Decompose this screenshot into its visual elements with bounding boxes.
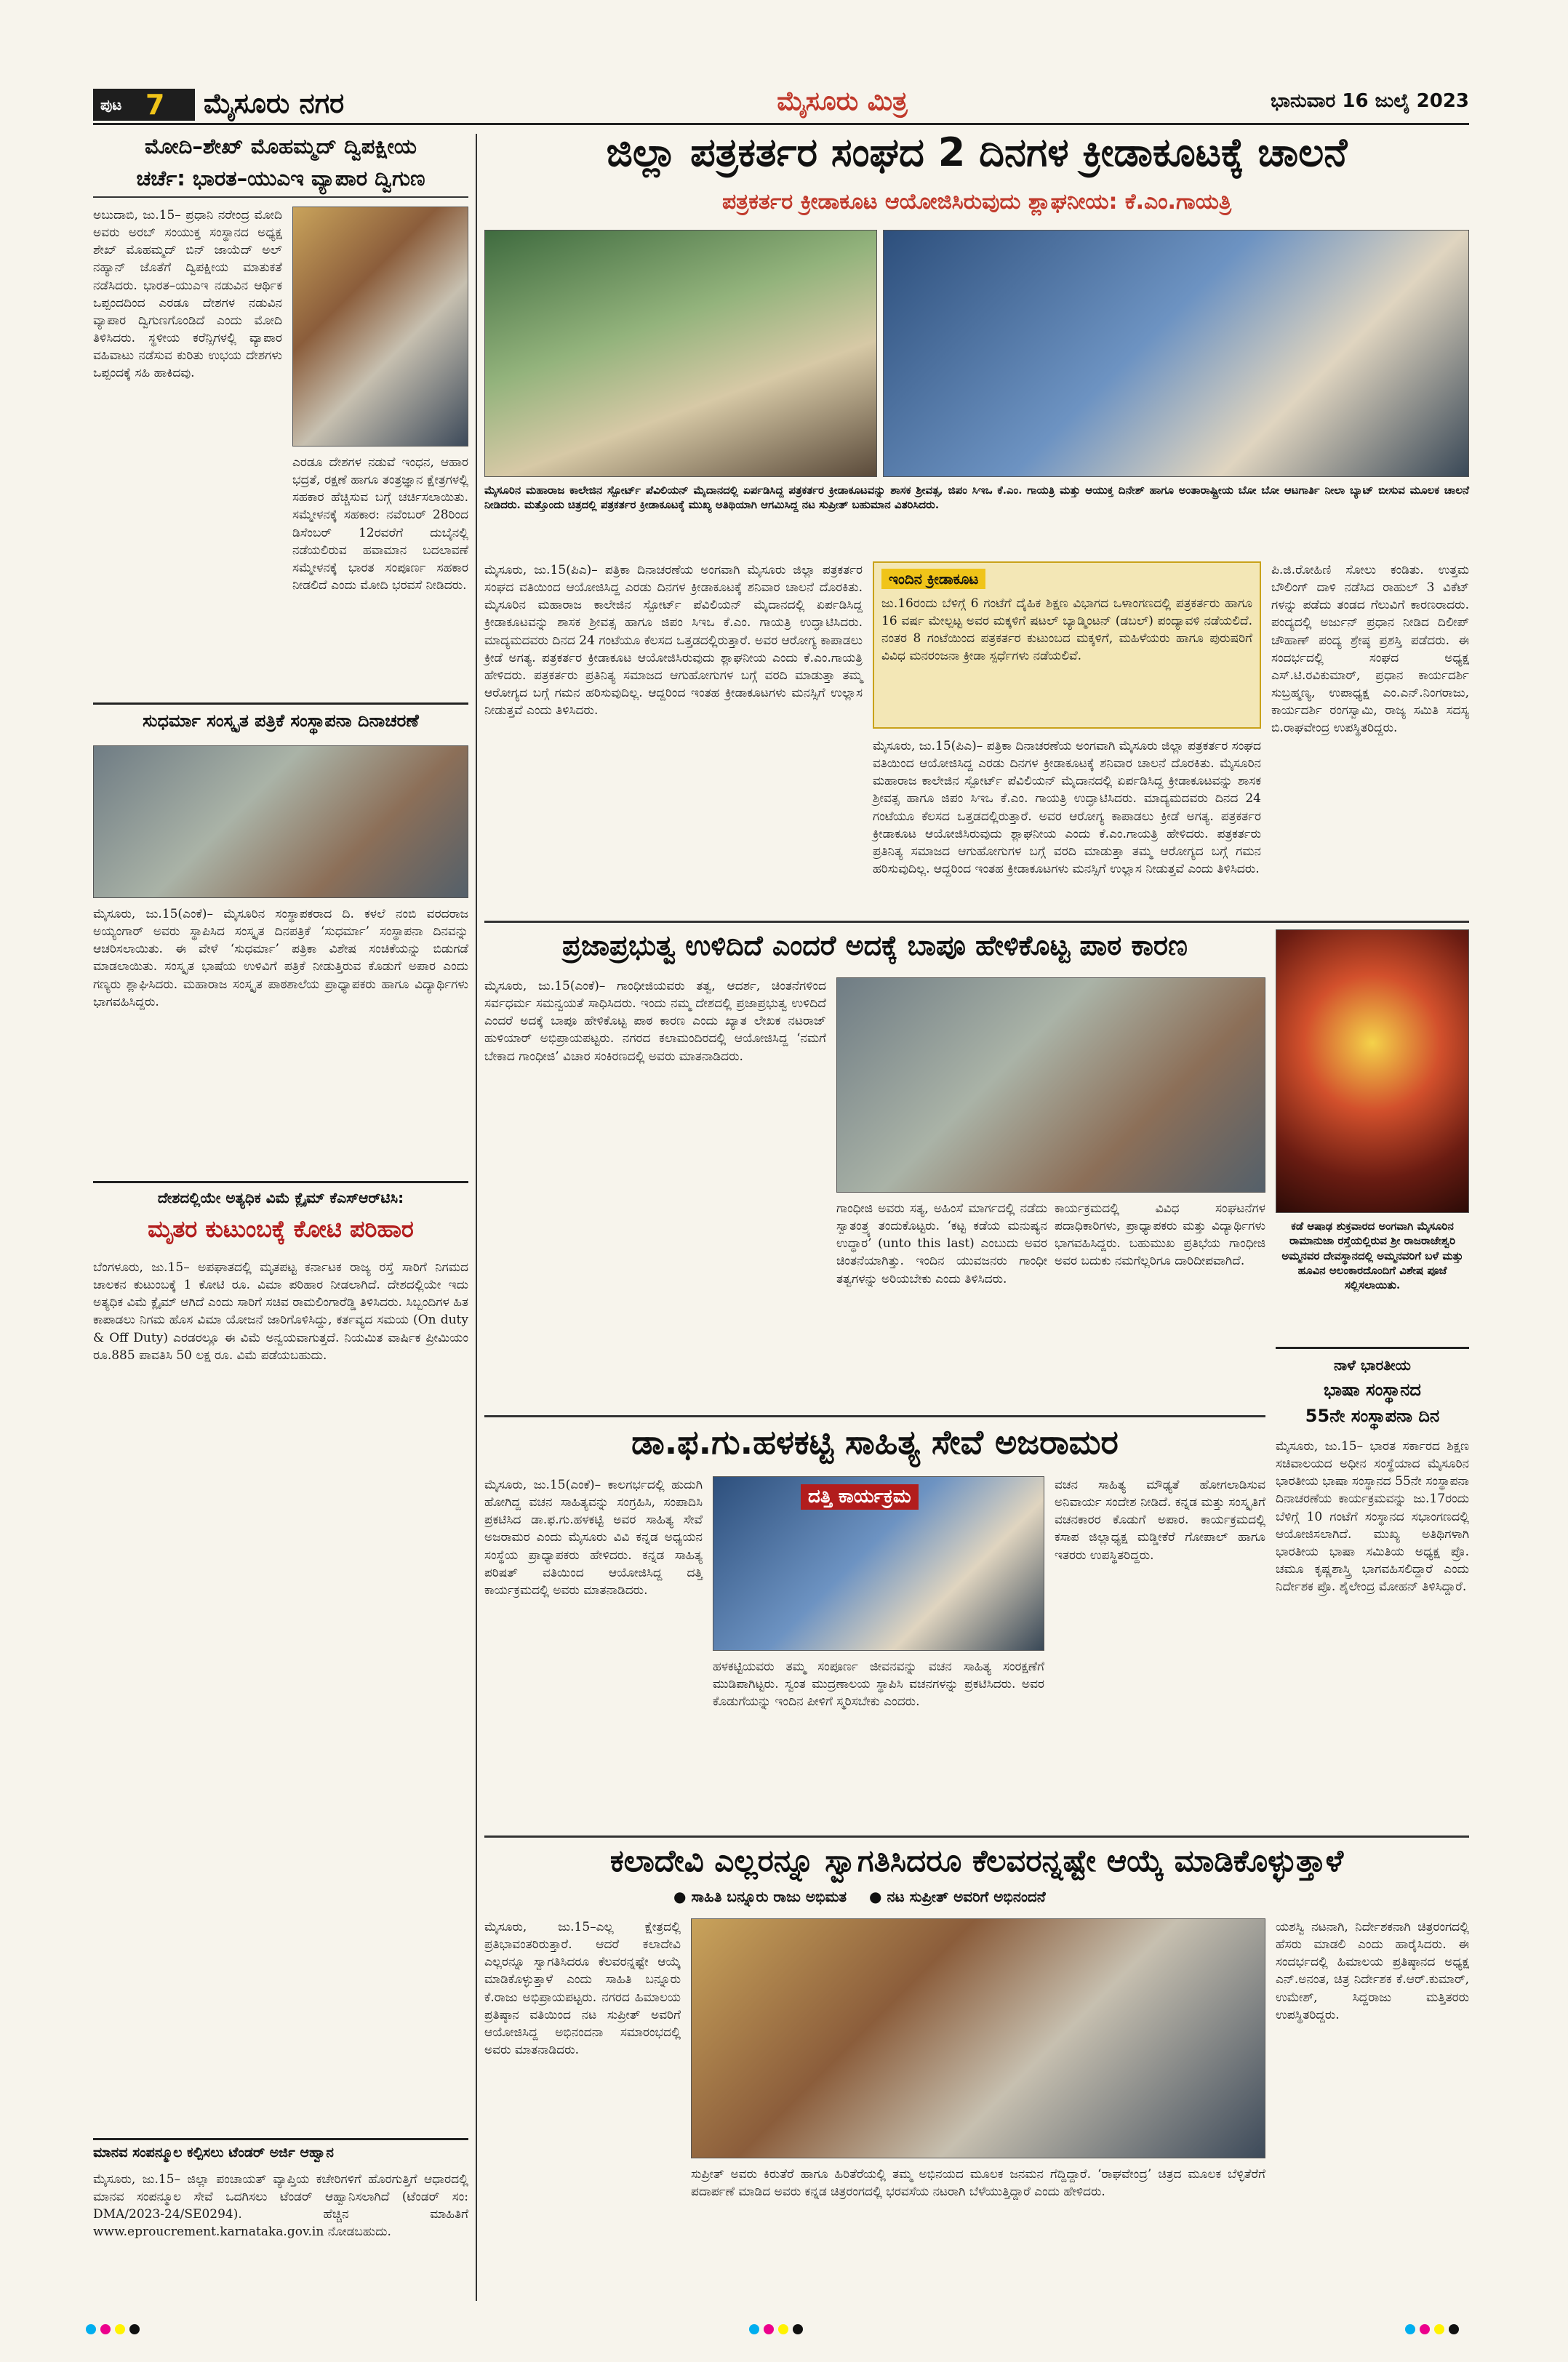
bullet-icon: ● bbox=[673, 1888, 687, 1905]
ciil-body: ಮೈಸೂರು, ಜು.15– ಭಾರತ ಸರ್ಕಾರದ ಶಿಕ್ಷಣ ಸಚಿವಾಲಯದ ಅಧೀನ ಸಂಸ್ಥೆಯಾದ ಮೈಸೂರಿನ ಭಾರತೀಯ ಭಾಷಾ ಸಂಸ್ಥಾನದ 55ನೇ ಸಂಸ್ಥಾಪನಾ ದಿನಾಚರಣೆಯ ಕಾರ್ಯಕ್ರಮವನ್ನು ಜು.17ರಂದು ಬೆಳಿಗ್ಗೆ 10 ಗಂಟೆಗೆ ಸಂಸ್ಥಾನದ ಸಭಾಂಗಣದಲ್ಲಿ ಆಯೋಜಿಸಲಾಗಿದೆ. ಮುಖ್ಯ ಅತಿಥಿಗಳಾಗಿ ಭಾರತೀಯ ಭಾಷಾ ಸಮಿತಿಯ ಅಧ್ಯಕ್ಷ ಪ್ರೊ. ಚಮೂ ಕೃಷ್ಣಶಾಸ್ತ್ರಿ ಭಾಗವಹಿಸಲಿದ್ದಾರೆ ಎಂದು ನಿರ್ದೇಶಕ ಪ್ರೊ. ಶೈಲೇಂದ್ರ ಮೋಹನ್ ತಿಳಿಸಿದ್ದಾರೆ. bbox=[1276, 1439, 1473, 1594]
tender-headline: ಮಾನವ ಸಂಪನ್ಮೂಲ ಕಲ್ಪಿಸಲು ಟೆಂಡರ್ ಅರ್ಜಿ ಆಹ್ವಾನ bbox=[93, 2145, 334, 2161]
halakatti-body-a: ಮೈಸೂರು, ಜು.15(ಎಂಕೆ)– ಕಾಲಗರ್ಭದಲ್ಲಿ ಹುದುಗಿ ಹೋಗಿದ್ದ ವಚನ ಸಾಹಿತ್ಯವನ್ನು ಸಂಗ್ರಹಿಸಿ, ಸಂಪಾದಿಸಿ ಪ್ರಕಟಿಸಿದ ಡಾ.ಫ.ಗು.ಹಳಕಟ್ಟಿ ಅವರ ಸಾಹಿತ್ಯ ಸೇವೆ ಅಜರಾಮರ ಎಂದು ಮೈಸೂರು ವಿವಿ ಕನ್ನಡ ಅಧ್ಯಯನ ಸಂಸ್ಥೆಯ ಪ್ರಾಧ್ಯಾಪಕರು ಹೇಳಿದರು. ಕನ್ನಡ ಸಾಹಿತ್ಯ ಪರಿಷತ್ ವತಿಯಿಂದ ಆಯೋಜಿಸಿದ್ದ ದತ್ತಿ ಕಾರ್ಯಕ್ರಮದಲ್ಲಿ ಅವರು ಮಾತನಾಡಿದರು. bbox=[484, 1478, 707, 1598]
registration-dot bbox=[115, 2324, 125, 2334]
modi-photo bbox=[292, 207, 468, 447]
page-label: ಪುಟ bbox=[100, 96, 122, 113]
lead-headline: ಜಿಲ್ಲಾ ಪತ್ರಕರ್ತರ ಸಂಘದ 2 ದಿನಗಳ ಕ್ರೀಡಾಕೂಟಕ್ಕೆ ಚಾಲನೆ bbox=[606, 129, 1348, 175]
halakatti-body-c: ವಚನ ಸಾಹಿತ್ಯ ಮೌಢ್ಯತೆ ಹೋಗಲಾಡಿಸುವ ಅನಿವಾರ್ಯ ಸಂದೇಶ ನೀಡಿದೆ. ಕನ್ನಡ ಮತ್ತು ಸಂಸ್ಕೃತಿಗೆ ವಚನಕಾರರ ಕೊಡುಗೆ ಅಪಾರ. ಕಾರ್ಯಕ್ರಮದಲ್ಲಿ ಕಸಾಪ ಜಿಲ್ಲಾಧ್ಯಕ್ಷ ಮಡ್ಡೀಕೆರೆ ಗೋಪಾಲ್ ಹಾಗೂ ಇತರರು ಉಪಸ್ಥಿತರಿದ್ದರು. bbox=[1055, 1478, 1270, 1563]
kaladevi-article bbox=[484, 1843, 1473, 2301]
kaladevi-body-a: ಮೈಸೂರು, ಜು.15–ಎಲ್ಲ ಕ್ಷೇತ್ರದಲ್ಲಿ ಪ್ರತಿಭಾವಂತರಿರುತ್ತಾರೆ. ಆದರೆ ಕಲಾದೇವಿ ಎಲ್ಲರನ್ನೂ ಸ್ವಾಗತಿಸಿದರೂ ಕೆಲವರನ್ನಷ್ಟೇ ಆಯ್ಕೆ ಮಾಡಿಕೊಳ್ಳುತ್ತಾಳೆ ಎಂದು ಸಾಹಿತಿ ಬನ್ನೂರು ಕೆ.ರಾಜು ಅಭಿಪ್ರಾಯಪಟ್ಟರು. ನಗರದ ಹಿಮಾಲಯ ಪ್ರತಿಷ್ಠಾನ ವತಿಯಿಂದ ನಟ ಸುಪ್ರೀತ್ ಅವರಿಗೆ ಆಯೋಜಿಸಿದ್ದ ಅಭಿನಂದನಾ ಸಮಾರಂಭದಲ್ಲಿ ಅವರು ಮಾತನಾಡಿದರು. bbox=[484, 1920, 685, 2057]
bullet-icon: ● bbox=[869, 1888, 882, 1905]
registration-dot bbox=[86, 2324, 96, 2334]
lead-body: ಮೈಸೂರು, ಜು.15(ಪಿಎ)– ಪತ್ರಿಕಾ ದಿನಾಚರಣೆಯ ಅಂಗವಾಗಿ ಮೈಸೂರು ಜಿಲ್ಲಾ ಪತ್ರಕರ್ತರ ಸಂಘದ ವತಿಯಿಂದ ಆಯೋಜಿಸಿದ್ದ ಎರಡು ದಿನಗಳ ಕ್ರೀಡಾಕೂಟಕ್ಕೆ ಶನಿವಾರ ಚಾಲನೆ ದೊರಕಿತು. ಮೈಸೂರಿನ ಮಹಾರಾಜ ಕಾಲೇಜಿನ ಸ್ಪೋರ್ಟ್ ಪೆವಿಲಿಯನ್ ಮೈದಾನದಲ್ಲಿ ಏರ್ಪಡಿಸಿದ್ದ ಕ್ರೀಡಾಕೂಟವನ್ನು ಶಾಸಕ ಶ್ರೀವತ್ಸ ಹಾಗೂ ಜಿಪಂ ಸಿಇಒ ಕೆ.ಎಂ. ಗಾಯತ್ರಿ ಉದ್ಘಾಟಿಸಿದರು. ಮಾದ್ಯಮದವರು ದಿನದ 24 ಗಂಟೆಯೂ ಕೆಲಸದ ಒತ್ತಡದಲ್ಲಿರುತ್ತಾರೆ. ಅವರ ಆರೋಗ್ಯ ಕಾಪಾಡಲು ಕ್ರೀಡೆ ಅಗತ್ಯ. ಪತ್ರಕರ್ತರ ಕ್ರೀಡಾಕೂಟ ಆಯೋಜಿಸಿರುವುದು ಶ್ಲಾಘನೀಯ ಎಂದು ಕೆ.ಎಂ.ಗಾಯತ್ರಿ ಹೇಳಿದರು. ಪತ್ರಕರ್ತರು ಪ್ರತಿನಿತ್ಯ ಸಮಾಜದ ಆಗುಹೋಗುಗಳ ಬಗ್ಗೆ ವರದಿ ಮಾಡುತ್ತಾ ತಮ್ಮ ಆರೋಗ್ಯದ ಬಗ್ಗೆ ಗಮನ ಹರಿಸುವುದಿಲ್ಲ. ಆದ್ದರಿಂದ ಇಂತಹ ಕ್ರೀಡಾಕೂಟಗಳು ಮನಸ್ಸಿಗೆ ಉಲ್ಲಾಸ ನೀಡುತ್ತವೆ ಎಂದು ತಿಳಿಸಿದರು. bbox=[484, 563, 867, 718]
ksrtc-headline: ಮೃತರ ಕುಟುಂಬಕ್ಕೆ ಕೋಟಿ ಪರಿಹಾರ bbox=[148, 1215, 414, 1243]
registration-dot bbox=[129, 2324, 140, 2334]
kaladevi-body-c: ಯಶಸ್ವಿ ನಟನಾಗಿ, ನಿರ್ದೇಶಕನಾಗಿ ಚಿತ್ರರಂಗದಲ್ಲಿ ಹೆಸರು ಮಾಡಲಿ ಎಂದು ಹಾರೈಸಿದರು. ಈ ಸಂದರ್ಭದಲ್ಲಿ ಹಿಮಾಲಯ ಪ್ರತಿಷ್ಠಾನದ ಅಧ್ಯಕ್ಷ ಎನ್.ಅನಂತ, ಚಿತ್ರ ನಿರ್ದೇಶಕ ಕೆ.ಆರ್.ಕುಮಾರ್, ಉಮೇಶ್, ಸಿದ್ದರಾಜು ಮತ್ತಿತರರು ಉಪಸ್ಥಿತರಿದ್ದರು. bbox=[1276, 1920, 1473, 2022]
bapu-body-a: ಮೈಸೂರು, ಜು.15(ಎಂಕೆ)– ಗಾಂಧೀಜಿಯವರು ತತ್ವ, ಆದರ್ಶ, ಚಿಂತನೆಗಳಿಂದ ಸರ್ವಧರ್ಮ ಸಮನ್ವಯತೆ ಸಾಧಿಸಿದರು. ಇಂದು ನಮ್ಮ ದೇಶದಲ್ಲಿ ಪ್ರಜಾಪ್ರಭುತ್ವ ಉಳಿದಿದೆ ಎಂದರೆ ಅದಕ್ಕೆ ಬಾಪೂ ಹೇಳಿಕೊಟ್ಟ ಪಾಠ ಕಾರಣ ಎಂದು ಖ್ಯಾತ ಲೇಖಕ ನಟರಾಜ್ ಹುಳಿಯಾರ್ ಅಭಿಪ್ರಾಯಪಟ್ಟರು. ನಗರದ ಕಲಾಮಂದಿರದಲ್ಲಿ ಆಯೋಜಿಸಿದ್ದ ‘ನಮಗೆ ಬೇಕಾದ ಗಾಂಧೀಜಿ’ ವಿಚಾರ ಸಂಕಿರಣದಲ್ಲಿ ಅವರು ಮಾತನಾಡಿದರು. bbox=[484, 979, 831, 1064]
bapu-body-b: ಗಾಂಧೀಜಿ ಅವರು ಸತ್ಯ, ಅಹಿಂಸೆ ಮಾರ್ಗದಲ್ಲಿ ನಡೆದು ಸ್ವಾತಂತ್ರ್ಯ ತಂದುಕೊಟ್ಟರು. ‘ಕಟ್ಟ ಕಡೆಯ ಮನುಷ್ಯನ ಉದ್ಧಾರ’ (unto this last) ಎಂಬುದು ಅವರ ಚಿಂತನೆಯಾಗಿತ್ತು. ಇಂದಿನ ಯುವಜನರು ಗಾಂಧೀ ತತ್ವಗಳನ್ನು ಅರಿಯಬೇಕು ಎಂದು ತಿಳಿಸಿದರು. bbox=[836, 1201, 1052, 1286]
sudharma-headline: ಸುಧರ್ಮಾ ಸಂಸ್ಕೃತ ಪತ್ರಿಕೆ ಸಂಸ್ಥಾಪನಾ ದಿನಾಚರಣೆ bbox=[143, 710, 419, 731]
modi-body-a: ಅಬುದಾಬಿ, ಜು.15– ಪ್ರಧಾನಿ ನರೇಂದ್ರ ಮೋದಿ ಅವರು ಅರಬ್ ಸಂಯುಕ್ತ ಸಂಸ್ಥಾನದ ಅಧ್ಯಕ್ಷ ಶೇಖ್ ಮೊಹಮ್ಮದ್ ಬಿನ್ ಜಾಯೆದ್ ಅಲ್ ನಹ್ಯಾನ್ ಜೊತೆಗೆ ದ್ವಿಪಕ್ಷೀಯ ಮಾತುಕತೆ ನಡೆಸಿದರು. ಭಾರತ–ಯುಎಇ ನಡುವಿನ ಆರ್ಥಿಕ ಒಪ್ಪಂದದಿಂದ ಎರಡೂ ದೇಶಗಳ ನಡುವಿನ ವ್ಯಾಪಾರ ದ್ವಿಗುಣಗೊಂಡಿದೆ ಎಂದು ಮೋದಿ ತಿಳಿಸಿದರು. ಸ್ಥಳೀಯ ಕರೆನ್ಸಿಗಳಲ್ಲಿ ವ್ಯಾಪಾರ ವಹಿವಾಟು ನಡೆಸುವ ಕುರಿತು ಉಭಯ ದೇಶಗಳು ಒಪ್ಪಂದಕ್ಕೆ ಸಹಿ ಹಾಕಿದವು. bbox=[93, 208, 287, 381]
ciil-headline-1: ಭಾಷಾ ಸಂಸ್ಥಾನದ bbox=[1324, 1380, 1421, 1400]
kaladevi-photo bbox=[691, 1918, 1265, 2158]
lead-photo-prize bbox=[883, 230, 1469, 477]
halakatti-photo bbox=[713, 1476, 1044, 1651]
masthead bbox=[93, 86, 1469, 125]
bapu-article bbox=[484, 929, 1270, 1409]
registration-dot bbox=[1420, 2324, 1430, 2334]
lead-caption: ಮೈಸೂರಿನ ಮಹಾರಾಜ ಕಾಲೇಜಿನ ಸ್ಪೋರ್ಟ್ ಪೆವಿಲಿಯನ್ ಮೈದಾನದಲ್ಲಿ ಏರ್ಪಡಿಸಿದ್ದ ಪತ್ರಕರ್ತರ ಕ್ರೀಡಾಕೂಟವನ್ನು ಶಾಸಕ ಶ್ರೀವತ್ಸ, ಜಿಪಂ ಸಿಇಒ ಕೆ.ಎಂ. ಗಾಯತ್ರಿ ಮತ್ತು ಆಯುಕ್ತ ದಿನೇಶ್ ಹಾಗೂ ಅಂತಾರಾಷ್ಟ್ರೀಯ ಬೋ ಬೋ ಆಟಗಾರ್ತಿ ನೀಲಾ ಬ್ಯಾಟ್ ಬೀಸುವ ಮೂಲಕ ಚಾಲನೆ ನೀಡಿದರು. ಮತ್ತೊಂದು ಚಿತ್ರದಲ್ಲಿ ಪತ್ರಕರ್ತರ ಕ್ರೀಡಾಕೂಟಕ್ಕೆ ಮುಖ್ಯ ಅತಿಥಿಯಾಗಿ ಆಗಮಿಸಿದ್ದ ನಟ ಸುಪ್ರೀತ್ ಬಹುಮಾನ ವಿತರಿಸಿದರು. bbox=[484, 484, 1469, 512]
sudharma-photo bbox=[93, 745, 468, 898]
ksrtc-body: ಬೆಂಗಳೂರು, ಜು.15– ಅಪಘಾತದಲ್ಲಿ ಮೃತಪಟ್ಟ ಕರ್ನಾಟಕ ರಾಜ್ಯ ರಸ್ತೆ ಸಾರಿಗೆ ನಿಗಮದ ಚಾಲಕನ ಕುಟುಂಬಕ್ಕೆ 1 ಕೋಟಿ ರೂ. ವಿಮಾ ಪರಿಹಾರ ನೀಡಲಾಗಿದೆ. ದೇಶದಲ್ಲಿಯೇ ಇದು ಅತ್ಯಧಿಕ ವಿಮೆ ಕ್ಲೈಮ್ ಆಗಿದೆ ಎಂದು ಸಾರಿಗೆ ಸಚಿವ ರಾಮಲಿಂಗಾರೆಡ್ಡಿ ತಿಳಿಸಿದರು. ಸಿಬ್ಬಂದಿಗಳ ಹಿತ ಕಾಪಾಡಲು ನಿಗಮ ಹೊಸ ವಿಮಾ ಯೋಜನೆ ಜಾರಿಗೊಳಿಸಿದ್ದು, ಕರ್ತವ್ಯದ ಸಮಯ (On duty & Off Duty) ಎರಡರಲ್ಲೂ ಈ ವಿಮೆ ಅನ್ವಯವಾಗುತ್ತದೆ. ನಿಯಮಿತ ವಾರ್ಷಿಕ ಪ್ರೀಮಿಯಂ ರೂ.885 ಪಾವತಿಸಿ 50 ಲಕ್ಷ ರೂ. ವಿಮೆ ಪಡೆಯಬಹುದು. bbox=[93, 1260, 473, 1363]
bapu-bottom-rule bbox=[484, 1415, 1265, 1417]
registration-dot bbox=[100, 2324, 111, 2334]
lead-col3: ಪಿ.ಜಿ.ರೋಹಿಣಿ ಸೋಲು ಕಂಡಿತು. ಉತ್ತಮ ಬೌಲಿಂಗ್ ದಾಳಿ ನಡೆಸಿದ ರಾಹುಲ್ 3 ವಿಕೆಟ್ ಗಳನ್ನು ಪಡೆದು ತಂಡದ ಗೆಲುವಿಗೆ ಕಾರಣರಾದರು. ಪಂದ್ಯದಲ್ಲಿ ಅರ್ಜುನ್ ಪ್ರಧಾನ ನೀಡಿದ ದಿಲೀಪ್ ಚೌಹಾಣ್ ಪಂದ್ಯ ಶ್ರೇಷ್ಠ ಪ್ರಶಸ್ತಿ ಪಡೆದರು. ಈ ಸಂದರ್ಭದಲ್ಲಿ ಸಂಘದ ಅಧ್ಯಕ್ಷ ಎಸ್.ಟಿ.ರವಿಕುಮಾರ್, ಪ್ರಧಾನ ಕಾರ್ಯದರ್ಶಿ ಸುಬ್ರಹ್ಮಣ್ಯ, ಉಪಾಧ್ಯಕ್ಷ ಎಂ.ಎನ್.ನಿಂಗರಾಜು, ಕಾರ್ಯದರ್ಶಿ ರಂಗಸ್ವಾಮಿ, ರಾಜ್ಯ ಸಮಿತಿ ಸದಸ್ಯ ಬಿ.ರಾಘವೇಂದ್ರ ಉಪಸ್ಥಿತರಿದ್ದರು. bbox=[1271, 563, 1473, 736]
bapu-photo bbox=[836, 977, 1265, 1193]
lead-bottom-rule bbox=[484, 921, 1469, 923]
registration-dot bbox=[1449, 2324, 1459, 2334]
lead-subheadline: ಪತ್ರಕರ್ತರ ಕ್ರೀಡಾಕೂಟ ಆಯೋಜಿಸಿರುವುದು ಶ್ಲಾಘನೀಯ: ಕೆ.ಎಂ.ಗಾಯತ್ರಿ bbox=[721, 189, 1232, 215]
registration-dot bbox=[764, 2324, 774, 2334]
kaladevi-headline: ಕಲಾದೇವಿ ಎಲ್ಲರನ್ನೂ ಸ್ವಾಗತಿಸಿದರೂ ಕೆಲವರನ್ನಷ್ಟೇ ಆಯ್ಕೆ ಮಾಡಿಕೊಳ್ಳುತ್ತಾಳೆ bbox=[609, 1843, 1344, 1878]
page-number-badge bbox=[93, 89, 195, 121]
registration-dot bbox=[1405, 2324, 1415, 2334]
ksrtc-kicker: ದೇಶದಲ್ಲಿಯೇ ಅತ್ಯಧಿಕ ವಿಮೆ ಕ್ಲೈಮ್ ಕೆಎಸ್‌ಆರ್‌ಟಿಸಿ: bbox=[157, 1189, 404, 1206]
halakatti-headline: ಡಾ.ಫ.ಗು.ಹಳಕಟ್ಟಿ ಸಾಹಿತ್ಯ ಸೇವೆ ಅಜರಾಮರ bbox=[631, 1422, 1119, 1462]
bapu-headline: ಪ್ರಜಾಪ್ರಭುತ್ವ ಉಳಿದಿದೆ ಎಂದರೆ ಅದಕ್ಕೆ ಬಾಪೂ ಹೇಳಿಕೊಟ್ಟ ಪಾಠ ಕಾರಣ bbox=[562, 929, 1188, 961]
temple-caption: ಕಡೆ ಆಷಾಢ ಶುಕ್ರವಾರದ ಅಂಗವಾಗಿ ಮೈಸೂರಿನ ರಾಮಾನುಜಾ ರಸ್ತೆಯಲ್ಲಿರುವ ಶ್ರೀ ರಾಜರಾಜೇಶ್ವರಿ ಅಮ್ಮನವರ ದೇವಸ್ಥಾನದಲ್ಲಿ ಅಮ್ಮನವರಿಗೆ ಬಳೆ ಮತ್ತು ಹೂವಿನ ಅಲಂಕಾರದೊಂದಿಗೆ ವಿಶೇಷ ಪೂಜೆ ಸಲ್ಲಿಸಲಾಯಿತು. bbox=[1281, 1220, 1463, 1292]
halakatti-banner: ದತ್ತಿ ಕಾರ್ಯಕ್ರಮ bbox=[801, 1484, 919, 1510]
kaladevi-bullet-1: ಸಾಹಿತಿ ಬನ್ನೂರು ರಾಜು ಅಭಿಮತ bbox=[691, 1888, 847, 1905]
kaladevi-body-b: ಸುಪ್ರೀತ್ ಅವರು ಕಿರುತೆರೆ ಹಾಗೂ ಹಿರಿತೆರೆಯಲ್ಲಿ ತಮ್ಮ ಅಭಿನಯದ ಮೂಲಕ ಜನಮನ ಗೆದ್ದಿದ್ದಾರೆ. ‘ರಾಘವೇಂದ್ರ’ ಚಿತ್ರದ ಮೂಲಕ ಬೆಳ್ಳಿತೆರೆಗೆ ಪದಾರ್ಪಣೆ ಮಾಡಿದ ಅವರು ಕನ್ನಡ ಚಿತ್ರರಂಗದಲ್ಲಿ ಭರವಸೆಯ ನಟರಾಗಿ ಬೆಳೆಯುತ್ತಿದ್ದಾರೆ ಎಂದು ಹೇಳಿದರು. bbox=[691, 2167, 1270, 2200]
modi-body-b: ಎರಡೂ ದೇಶಗಳ ನಡುವೆ ಇಂಧನ, ಆಹಾರ ಭದ್ರತೆ, ರಕ್ಷಣೆ ಹಾಗೂ ತಂತ್ರಜ್ಞಾನ ಕ್ಷೇತ್ರಗಳಲ್ಲಿ ಸಹಕಾರ ಹೆಚ್ಚಿಸುವ ಬಗ್ಗೆ ಚರ್ಚಿಸಲಾಯಿತು. ಸಮ್ಮೇಳನಕ್ಕೆ ಸಹಕಾರ: ನವೆಂಬರ್ 28ರಿಂದ ಡಿಸೆಂಬರ್ 12ರವರೆಗೆ ದುಬೈನಲ್ಲಿ ನಡೆಯಲಿರುವ ಹವಾಮಾನ ಬದಲಾವಣೆ ಸಮ್ಮೇಳನಕ್ಕೆ ಭಾರತ ಸಂಪೂರ್ಣ ಸಹಕಾರ ನೀಡಲಿದೆ ಎಂದು ಮೋದಿ ಭರವಸೆ ನೀಡಿದರು. bbox=[292, 455, 473, 593]
sudharma-article bbox=[93, 702, 473, 1168]
temple-photo bbox=[1276, 929, 1469, 1213]
modi-headline-1: ಮೋದಿ–ಶೇಖ್ ಮೊಹಮ್ಮದ್ ದ್ವಿಪಕ್ಷೀಯ bbox=[145, 134, 417, 159]
lead-body-continued: ಮೈಸೂರು, ಜು.15(ಪಿಎ)– ಪತ್ರಿಕಾ ದಿನಾಚರಣೆಯ ಅಂಗವಾಗಿ ಮೈಸೂರು ಜಿಲ್ಲಾ ಪತ್ರಕರ್ತರ ಸಂಘದ ವತಿಯಿಂದ ಆಯೋಜಿಸಿದ್ದ ಎರಡು ದಿನಗಳ ಕ್ರೀಡಾಕೂಟಕ್ಕೆ ಶನಿವಾರ ಚಾಲನೆ ದೊರಕಿತು. ಮೈಸೂರಿನ ಮಹಾರಾಜ ಕಾಲೇಜಿನ ಸ್ಪೋರ್ಟ್ ಪೆವಿಲಿಯನ್ ಮೈದಾನದಲ್ಲಿ ಏರ್ಪಡಿಸಿದ್ದ ಕ್ರೀಡಾಕೂಟವನ್ನು ಶಾಸಕ ಶ್ರೀವತ್ಸ ಹಾಗೂ ಜಿಪಂ ಸಿಇಒ ಕೆ.ಎಂ. ಗಾಯತ್ರಿ ಉದ್ಘಾಟಿಸಿದರು. ಮಾದ್ಯಮದವರು ದಿನದ 24 ಗಂಟೆಯೂ ಕೆಲಸದ ಒತ್ತಡದಲ್ಲಿರುತ್ತಾರೆ. ಅವರ ಆರೋಗ್ಯ ಕಾಪಾಡಲು ಕ್ರೀಡೆ ಅಗತ್ಯ. ಪತ್ರಕರ್ತರ ಕ್ರೀಡಾಕೂಟ ಆಯೋಜಿಸಿರುವುದು ಶ್ಲಾಘನೀಯ ಎಂದು ಕೆ.ಎಂ.ಗಾಯತ್ರಿ ಹೇಳಿದರು. ಪತ್ರಕರ್ತರು ಪ್ರತಿನಿತ್ಯ ಸಮಾಜದ ಆಗುಹೋಗುಗಳ ಬಗ್ಗೆ ವರದಿ ಮಾಡುತ್ತಾ ತಮ್ಮ ಆರೋಗ್ಯದ ಬಗ್ಗೆ ಗಮನ ಹರಿಸುವುದಿಲ್ಲ. ಆದ್ದರಿಂದ ಇಂತಹ ಕ್ರೀಡಾಕೂಟಗಳು ಮನಸ್ಸಿಗೆ ಉಲ್ಲಾಸ ನೀಡುತ್ತವೆ ಎಂದು ತಿಳಿಸಿದರು. bbox=[873, 739, 1265, 876]
sudharma-body: ಮೈಸೂರು, ಜು.15(ಎಂಕೆ)– ಮೈಸೂರಿನ ಸಂಸ್ಥಾಪಕರಾದ ದಿ. ಕಳಲೆ ನಂಬಿ ವರದರಾಜ ಅಯ್ಯಂಗಾರ್ ಅವರು ಸ್ಥಾಪಿಸಿದ ಸಂಸ್ಕೃತ ದಿನಪತ್ರಿಕೆ ‘ಸುಧರ್ಮಾ’ ಸಂಸ್ಥಾಪನಾ ದಿನವನ್ನು ಆಚರಿಸಲಾಯಿತು. ಈ ವೇಳೆ ‘ಸುಧರ್ಮಾ’ ಪತ್ರಿಕಾ ವಿಶೇಷ ಸಂಚಿಕೆಯನ್ನು ಬಿಡುಗಡೆ ಮಾಡಲಾಯಿತು. ಸಂಸ್ಕೃತ ಭಾಷೆಯ ಉಳಿವಿಗೆ ಪತ್ರಿಕೆ ನೀಡುತ್ತಿರುವ ಕೊಡುಗೆ ಅಪಾರ ಎಂದು ಗಣ್ಯರು ಶ್ಲಾಘಿಸಿದರು. ಮಹಾರಾಜ ಸಂಸ್ಕೃತ ಪಾಠಶಾಲೆಯ ಪ್ರಾಧ್ಯಾಪಕರು ಹಾಗೂ ವಿದ್ಯಾರ್ಥಿಗಳು ಭಾಗವಹಿಸಿದ್ದರು. bbox=[93, 907, 473, 1009]
bapu-body-c: ಕಾರ್ಯಕ್ರಮದಲ್ಲಿ ವಿವಿಧ ಸಂಘಟನೆಗಳ ಪದಾಧಿಕಾರಿಗಳು, ಪ್ರಾಧ್ಯಾಪಕರು ಮತ್ತು ವಿದ್ಯಾರ್ಥಿಗಳು ಭಾಗವಹಿಸಿದ್ದರು. ಬಹುಮುಖ ಪ್ರತಿಭೆಯ ಗಾಂಧೀಜಿ ಅವರ ಬದುಕು ನಮಗೆಲ್ಲರಿಗೂ ದಾರಿದೀಪವಾಗಿದೆ. bbox=[1055, 1201, 1270, 1269]
today-sports-box bbox=[873, 561, 1261, 729]
paper-name: ಮೈಸೂರು ಮಿತ್ರ bbox=[777, 86, 908, 116]
registration-dot bbox=[749, 2324, 759, 2334]
registration-dot bbox=[778, 2324, 788, 2334]
lead-article bbox=[484, 129, 1473, 915]
section-title: ಮೈಸೂರು ನಗರ bbox=[204, 87, 345, 119]
ciil-kicker: ನಾಳೆ ಭಾರತೀಯ bbox=[1334, 1356, 1411, 1374]
ksrtc-article bbox=[93, 1181, 473, 2126]
today-sports-title: ಇಂದಿನ ಕ್ರೀಡಾಕೂಟ bbox=[881, 569, 985, 589]
lead-photo-inauguration bbox=[484, 230, 877, 477]
tender-body: ಮೈಸೂರು, ಜು.15– ಜಿಲ್ಲಾ ಪಂಚಾಯತ್ ವ್ಯಾಪ್ತಿಯ ಕಚೇರಿಗಳಿಗೆ ಹೊರಗುತ್ತಿಗೆ ಆಧಾರದಲ್ಲಿ ಮಾನವ ಸಂಪನ್ಮೂಲ ಸೇವೆ ಒದಗಿಸಲು ಟೆಂಡರ್ ಆಹ್ವಾನಿಸಲಾಗಿದೆ (ಟೆಂಡರ್ ಸಂ: DMA/2023-24/SE0294). ಹೆಚ್ಚಿನ ಮಾಹಿತಿಗೆ www.eproucrement.karnataka.gov.in ನೋಡಬಹುದು. bbox=[93, 2172, 473, 2240]
registration-dot bbox=[1434, 2324, 1444, 2334]
halakatti-body-b: ಹಳಕಟ್ಟಿಯವರು ತಮ್ಮ ಸಂಪೂರ್ಣ ಜೀವನವನ್ನು ವಚನ ಸಾಹಿತ್ಯ ಸಂರಕ್ಷಣೆಗೆ ಮುಡಿಪಾಗಿಟ್ಟರು. ಸ್ವಂತ ಮುದ್ರಣಾಲಯ ಸ್ಥಾಪಿಸಿ ವಚನಗಳನ್ನು ಪ್ರಕಟಿಸಿದರು. ಅವರ ಕೊಡುಗೆಯನ್ನು ಇಂದಿನ ಪೀಳಿಗೆ ಸ್ಮರಿಸಬೇಕು ಎಂದರು. bbox=[713, 1660, 1049, 1710]
ciil-article bbox=[1276, 1347, 1473, 1827]
issue-date: ಭಾನುವಾರ 16 ಜುಲೈ 2023 bbox=[1271, 90, 1469, 112]
column-divider bbox=[476, 134, 477, 2301]
registration-dot bbox=[793, 2324, 803, 2334]
modi-headline-2: ಚರ್ಚೆ: ಭಾರತ–ಯುಎಇ ವ್ಯಾಪಾರ ದ್ವಿಗುಣ bbox=[93, 166, 468, 198]
halakatti-bottom-rule bbox=[484, 1835, 1469, 1838]
kaladevi-bullets bbox=[673, 1888, 1401, 1913]
tender-notice bbox=[93, 2138, 473, 2298]
temple-feature bbox=[1276, 929, 1469, 1337]
kaladevi-bullet-2: ನಟ ಸುಪ್ರೀತ್ ಅವರಿಗೆ ಅಭಿನಂದನೆ bbox=[887, 1888, 1046, 1905]
ciil-headline-2: 55ನೇ ಸಂಸ್ಥಾಪನಾ ದಿನ bbox=[1305, 1406, 1440, 1426]
today-sports-body: ಜು.16ರಂದು ಬೆಳಿಗ್ಗೆ 6 ಗಂಟೆಗೆ ದೈಹಿಕ ಶಿಕ್ಷಣ ವಿಭಾಗದ ಒಳಾಂಗಣದಲ್ಲಿ ಪತ್ರಕರ್ತರು ಹಾಗೂ 16 ವರ್ಷ ಮೇಲ್ಪಟ್ಟ ಅವರ ಮಕ್ಕಳಿಗೆ ಷಟಲ್ ಬ್ಯಾಡ್ಮಿಂಟನ್ (ಡಬಲ್) ಪಂದ್ಯಾವಳಿ ನಡೆಯಲಿದೆ. ನಂತರ 8 ಗಂಟೆಯಿಂದ ಪತ್ರಕರ್ತರ ಕುಟುಂಬದ ಮಕ್ಕಳಿಗೆ, ಮಹಿಳೆಯರು ಹಾಗೂ ಪುರುಷರಿಗೆ ವಿವಿಧ ಮನರಂಜನಾ ಕ್ರೀಡಾ ಸ್ಪರ್ಧೆಗಳು ನಡೆಯಲಿವೆ. bbox=[881, 596, 1257, 664]
halakatti-article bbox=[484, 1422, 1270, 1830]
page-number: 7 bbox=[145, 89, 165, 121]
modi-article bbox=[93, 134, 473, 686]
